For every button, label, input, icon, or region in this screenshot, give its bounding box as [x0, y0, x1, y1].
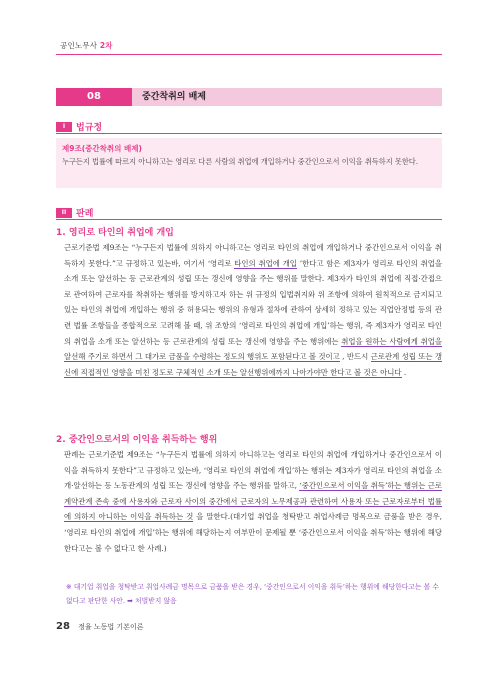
law-heading-label: 법규정 [76, 123, 103, 133]
section-banner [56, 88, 442, 106]
case-1-underline-c: 근로관계 성립 또는 갱신에 직접적인 영향을 미친 정도로 구체적인 소개 또는 알선행위에까지 나아가야만 한다고 볼 것은 아니다 [64, 352, 442, 377]
law-box [56, 138, 442, 188]
case-2-heading: 2. 중간인으로서의 이익을 취득하는 행위 [56, 435, 218, 445]
book-title: 정율 노동법 기본이론 [78, 623, 144, 631]
case-1-underline-a: 타인의 취업에 개입 [234, 258, 297, 268]
article-text: 누구든지 법률에 따르지 아니하고는 영리로 다른 사람의 취업에 개입하거나 중간인으로서 이익을 취득하지 못한다. [62, 157, 419, 166]
page-footer [56, 621, 143, 632]
running-header [60, 40, 113, 51]
case-2-paragraph [64, 447, 442, 556]
header-rule [56, 54, 442, 55]
case-1-text-c: , 반드시 [342, 352, 371, 362]
article-title: 제9조(중간착취의 배제) [62, 144, 142, 153]
cases-heading [56, 206, 93, 219]
case-2-underline-a: ‘중간인으로서 이익을 취득’하는 행위는 근로계약관계 존속 중에 사용자와 근로자 사이의 중간에서 근로자의 노무제공과 관련하여 사용자 또는 근로자로부터 법률에 의하지 아니하는 이익을 취득하는 것 [64, 481, 442, 522]
case-1-paragraph [64, 240, 442, 380]
case-1-text-a: 근로기준법 제9조는 “누구든지 법률에 의하지 아니하고는 영리로 타인의 취업에 개입하거나 중간인으로서 이익을 취득하지 못한다.”고 규정하고 있는바, 여기서 ‘영리로 [64, 243, 442, 268]
page-number: 28 [56, 621, 70, 632]
case-2-text-b: 을 말한다.(대기업 취업을 청탁받고 취업사례금 명목으로 금품을 받은 경우, ‘영리로 타인의 취업에 개입’하는 행위에 해당하는지 여부만이 문제될 뿐 ‘중간인으로서 이익을 취득’하는 행위에 해당한다고는 볼 수 없다고 한 사례.) [64, 512, 442, 553]
case-2-text-a: 판례는 근로기준법 제9조는 “누구든지 법률에 의하지 아니하고는 영리로 타인의 취업에 개입하거나 중간인으로서 이익을 취득하지 못한다”고 규정하고 있는바, ‘영리로 타인의 취업에 개입’하는 행위는 제3자가 영리로 타인의 취업을 소개·알선하는 등 노동관계의 성립 또는 갱신에 영향을 주는 행위를 말하고, [64, 450, 442, 491]
cases-rule [56, 219, 442, 220]
header-round: 2차 [99, 41, 113, 50]
case-1-heading: 1. 영리로 타인의 취업에 개입 [56, 228, 174, 238]
cases-heading-label: 판례 [76, 209, 94, 219]
case-1-text-b: ’한다고 함은 제3자가 영리로 타인의 취업을 소개 또는 알선하는 등 근로관계의 성립 또는 갱신에 영향을 주는 행위를 말한다. 제3자가 타인의 취업에 직접·간접으로 관여하여 근로자를 착취하는 행위를 방지하고자 하는 위 규정의 입법취지와 위 조항에 의하여 원칙적으로 금지되고 있는 타인의 취업에 개입하는 행위 중 허용되는 행위의 유형과 절차에 관하여 상세히 정하고 있는 직업안정법 등의 관련 법률 조항들을 종합적으로 고려해 볼 때, 위 조항의 ‘영리로 타인의 취업에 개입’하는 행위, 즉 제3자가 영리로 타인의 취업을 소개 또는 알선하는 등 근로관계의 성립 또는 갱신에 영향을 주는 행위에는 [64, 258, 442, 346]
case-1-underline-b: 취업을 원하는 사람에게 취업을 알선해 주기로 하면서 그 대가로 금품을 수령하는 정도의 행위도 포함된다고 볼 것이고 [64, 336, 442, 362]
section-title: 중간착취의 배제 [142, 92, 206, 102]
law-rule [56, 133, 442, 134]
law-tag: I [56, 122, 72, 132]
cases-tag: II [56, 208, 72, 218]
section-number: 08 [56, 88, 132, 106]
header-series: 공인노무사 [60, 41, 98, 50]
case-1-text-d: . [403, 367, 407, 377]
note: ※ 대기업 취업을 청탁받고 취업사례금 명목으로 금품을 받은 경우, ‘중간인으로서 이익을 취득’하는 행위에 해당한다고는 볼 수 없다고 판단한 사안. ➡ 처벌받지 않음 [66, 583, 439, 605]
law-heading [56, 120, 102, 133]
